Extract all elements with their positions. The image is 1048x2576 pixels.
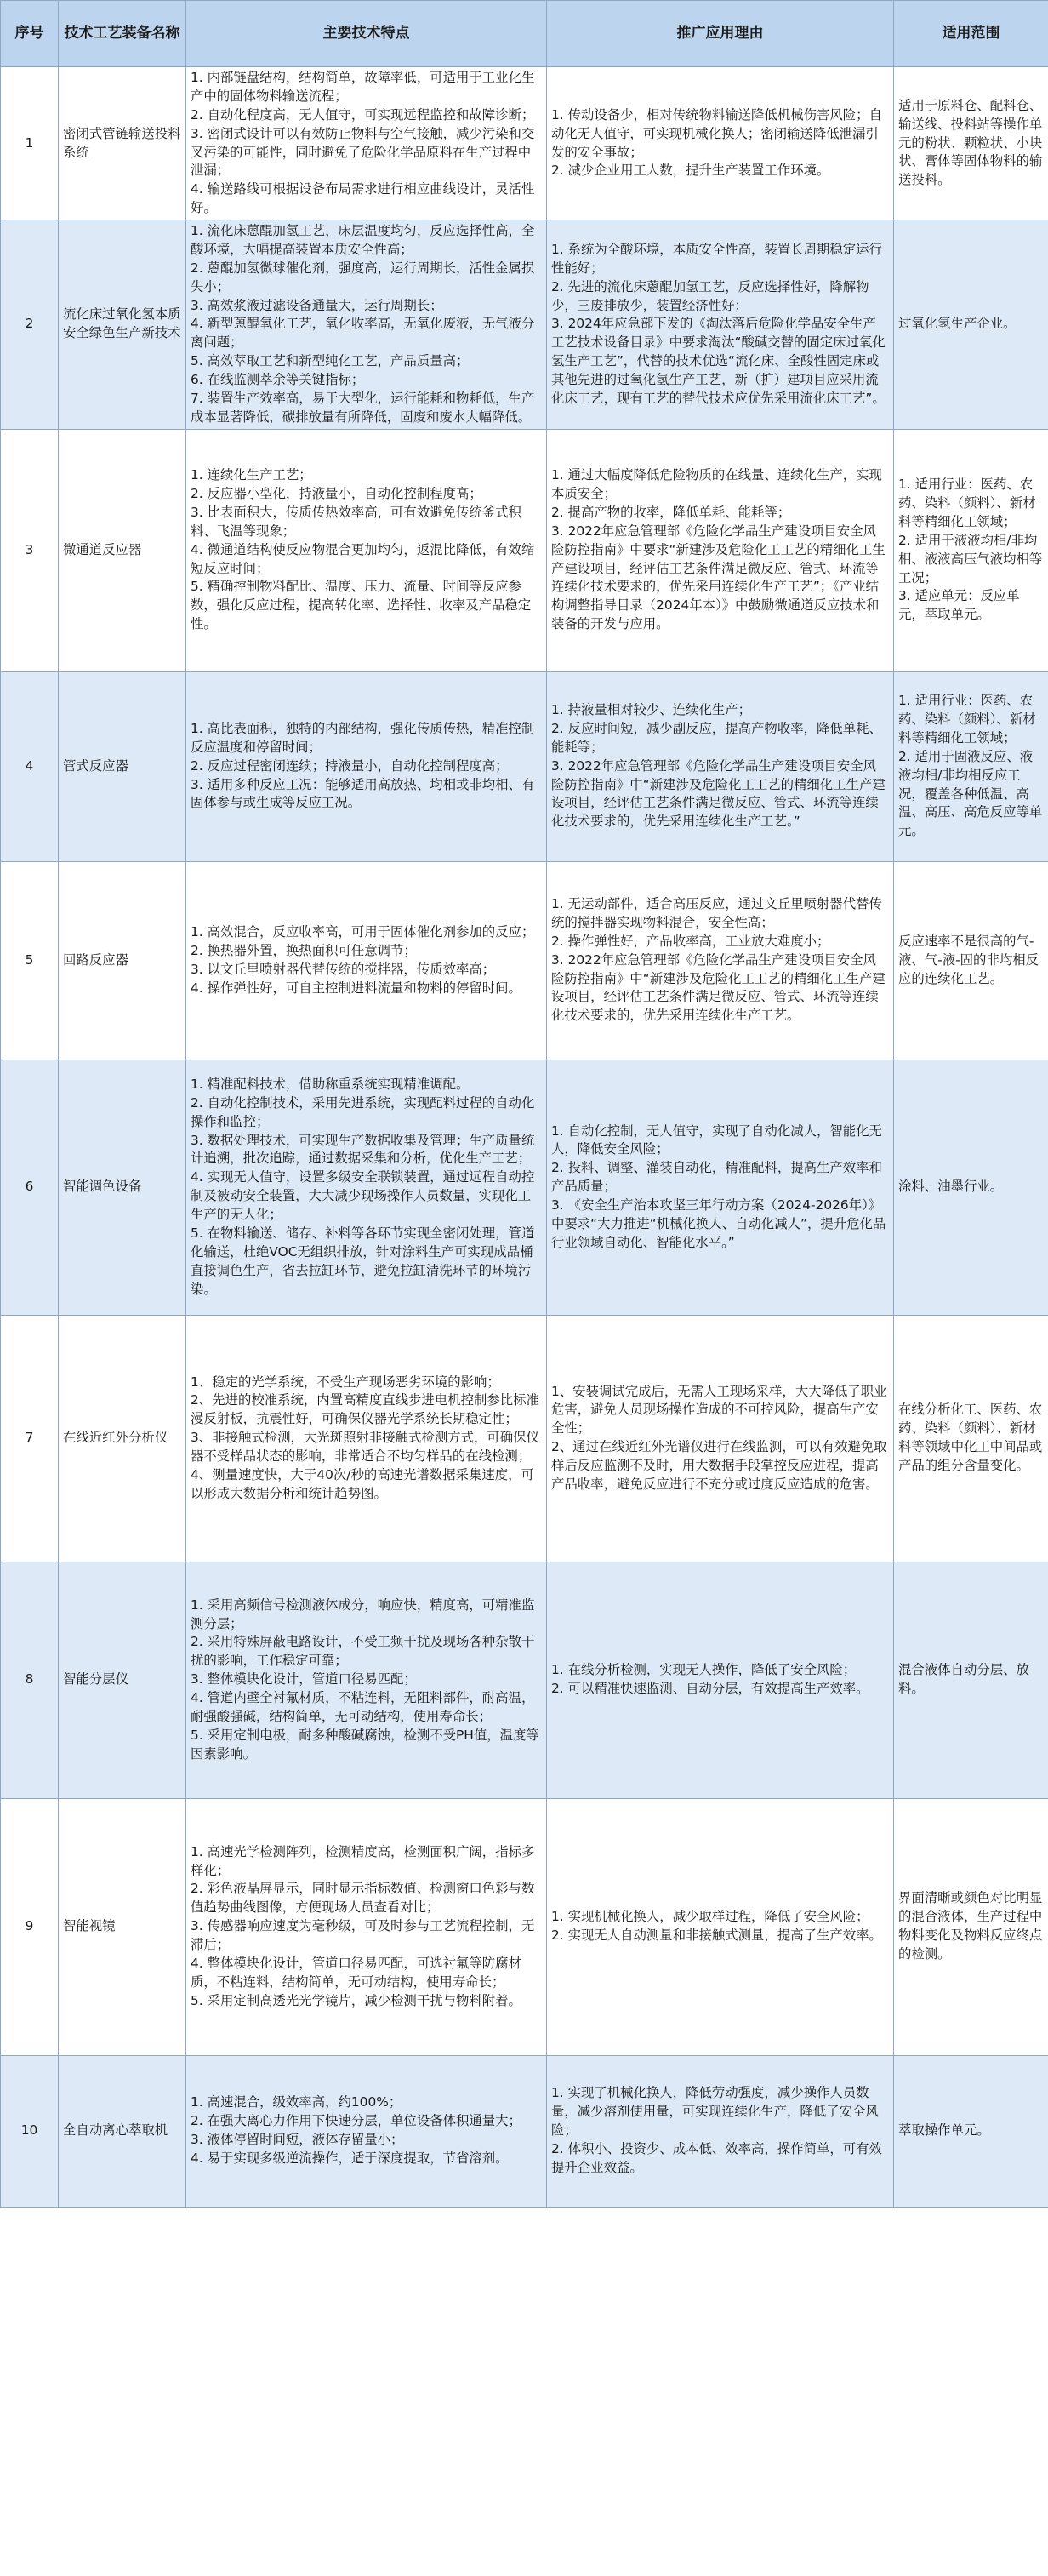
feature-line: 2. 反应器小型化，持液量小，自动化控制程度高； (191, 486, 482, 502)
tech-name: 智能调色设备 (59, 1060, 186, 1315)
feature-line: 5. 采用定制电极，耐多种酸碱腐蚀，检测不受PH值，温度等因素影响。 (191, 1727, 539, 1762)
scope-text: 1. 适用行业：医药、农药、染料（颜料）、新材料等精细化工领域； 2. 适用于液液均相/非均相、液液高压气液均相等工况； 3. 适应单元：反应单元，萃取单元。 (898, 477, 1043, 623)
scope-text: 反应速率不是很高的气-液、气-液-固的非均相反应的连续化工艺。 (898, 933, 1039, 986)
reason-line: 2. 操作弹性好，产品收率高，工业放大难度小； (551, 933, 830, 949)
tech-features (186, 220, 547, 430)
feature-line: 3. 传感器响应速度为毫秒级，可及时参与工艺流程控制，无滞后； (191, 1918, 535, 1953)
reason-line: 1. 在线分析检测，实现无人操作，降低了安全风险； (551, 1662, 857, 1678)
scope-text: 过氧化氢生产企业。 (898, 316, 1017, 332)
scope-text: 在线分析化工、医药、农药、染料（颜料）、新材料等领域中化工中间品或产品的组分含量变化。 (898, 1402, 1043, 1473)
table-row (1, 1315, 1048, 1562)
promotion-reason (547, 1060, 894, 1315)
scope-text: 混合液体自动分层、放料。 (898, 1662, 1029, 1697)
table-row (1, 1562, 1048, 1798)
tech-name: 密闭式管链输送投料系统 (59, 67, 186, 220)
reason-line: 1. 自动化控制，无人值守，实现了自动化减人，智能化无人，降低安全风险； (551, 1122, 882, 1157)
feature-line: 6. 在线监测萃余等关键指标； (191, 372, 365, 387)
row-number: 1 (1, 67, 59, 220)
reason-line: 2. 体积小、投资少、成本低、效率高，操作简单，可有效提升企业效益。 (551, 2141, 882, 2175)
feature-line: 4. 管道内壁全衬氟材质，不粘连料，无阻料部件，耐高温，耐强酸强碱，结构简单，无可动结构，使用寿命长； (191, 1690, 535, 1724)
row-number: 3 (1, 429, 59, 671)
row-number: 10 (1, 2055, 59, 2207)
scope-text: 适用于原料仓、配料仓、输送线、投料站等操作单元的粉状、颗粒状、小块状、膏体等固体物料的输送投料。 (898, 97, 1043, 188)
application-scope (894, 1562, 1048, 1798)
tech-name: 管式反应器 (59, 671, 186, 861)
feature-line: 1、稳定的光学系统，不受生产现场恶劣环境的影响； (191, 1374, 500, 1390)
tech-features (186, 67, 547, 220)
feature-line: 2. 蒽醌加氢微球催化剂，强度高，运行周期长，活性金属损失小； (191, 260, 535, 294)
feature-line: 1. 内部链盘结构，结构简单，故障率低，可适用于工业化生产中的固体物料输送流程； (191, 70, 535, 104)
table-header-row (1, 1, 1048, 67)
feature-line: 1. 采用高频信号检测液体成分，响应快，精度高，可精准监测分层； (191, 1596, 535, 1631)
feature-line: 2. 换热器外置，换热面积可任意调节； (191, 942, 417, 958)
reason-line: 3. 2022年应急管理部《危险化学品生产建设项目安全风险防控指南》中“新建涉及危险化工工艺的精细化工生产建设项目，经评估工艺条件满足微反应、管式、环流等连续化技术要求的，优先采用连续化生产工艺。” (551, 757, 886, 830)
header-scope: 适用范围 (894, 1, 1048, 67)
tech-features (186, 1315, 547, 1562)
row-number: 2 (1, 220, 59, 430)
feature-line: 2. 采用特殊屏蔽电路设计，不受工频干扰及现场各种杂散干扰的影响，工作稳定可靠； (191, 1634, 535, 1669)
reason-line: 2. 减少企业用工人数，提升生产装置工作环境。 (551, 163, 830, 179)
promotion-reason (547, 1315, 894, 1562)
feature-line: 3. 高效浆液过滤设备通量大，运行周期长； (191, 297, 443, 313)
tech-features (186, 1060, 547, 1315)
feature-line: 1. 高速光学检测阵列，检测精度高，检测面积广阔，指标多样化； (191, 1843, 535, 1878)
header-name: 技术工艺装备名称 (59, 1, 186, 67)
feature-line: 4. 实现无人值守，设置多级安全联锁装置，通过远程自动控制及被动安全装置，大大减少现场操作人员数量，实现化工生产的无人化； (191, 1169, 535, 1222)
tech-name: 流化床过氧化氢本质安全绿色生产新技术 (59, 220, 186, 430)
feature-line: 3. 液体停留时间短，液体存留量小； (191, 2132, 404, 2148)
table-row (1, 429, 1048, 671)
feature-line: 4. 整体模块化设计，管道口径易匹配，可选衬氟等防腐材质，不粘连料，结构简单，无可动结构，使用寿命长； (191, 1955, 521, 1990)
table-body (1, 67, 1048, 2208)
promotion-reason (547, 1798, 894, 2055)
tech-name: 微通道反应器 (59, 429, 186, 671)
feature-line: 3. 密闭式设计可以有效防止物料与空气接触，减少污染和交叉污染的可能性，同时避免了危险化学品原料在生产过程中泄漏； (191, 125, 535, 179)
feature-line: 3. 以文丘里喷射器代替传统的搅拌器，传质效率高； (191, 961, 496, 977)
feature-line: 3. 数据处理技术，可实现生产数据收集及管理；生产质量统计追溯，批次追踪，通过数据采集和分析，优化生产工艺； (191, 1132, 535, 1167)
reason-line: 1. 系统为全酸环境，本质安全性高，装置长周期稳定运行性能好； (551, 241, 882, 276)
feature-line: 4. 易于实现多级逆流操作，适于深度提取，节省溶剂。 (191, 2150, 509, 2166)
scope-text: 涂料、油墨行业。 (898, 1179, 1004, 1195)
header-no: 序号 (1, 1, 59, 67)
row-number: 8 (1, 1562, 59, 1798)
feature-line: 7. 装置生产效率高，易于大型化，运行能耗和物耗低，生产成本显著降低，碳排放量有所降低，固废和废水大幅降低。 (191, 390, 535, 425)
row-number: 9 (1, 1798, 59, 2055)
application-scope (894, 2055, 1048, 2207)
application-scope (894, 220, 1048, 430)
row-number: 5 (1, 861, 59, 1060)
reason-line: 1. 无运动部件，适合高压反应，通过文丘里喷射器代替传统的搅拌器实现物料混合，安全性高； (551, 896, 882, 930)
feature-line: 5. 在物料输送、储存、补料等各环节实现全密闭处理，管道化输送，杜绝VOC无组织排放，针对涂料生产可实现成品桶直接调色生产，省去拉缸环节，避免拉缸清洗环节的环境污染。 (191, 1225, 535, 1297)
application-scope (894, 1798, 1048, 2055)
reason-line: 2. 实现无人自动测量和非接触式测量，提高了生产效率。 (551, 1928, 882, 1944)
table-row (1, 2055, 1048, 2207)
table-row (1, 861, 1048, 1060)
promotion-reason (547, 2055, 894, 2207)
feature-line: 3、非接触式检测，大光斑照射非接触式检测方式，可确保仪器不受样品状态的影响，非常适合不均匀样品的在线检测； (191, 1430, 539, 1465)
feature-line: 2. 反应过程密闭连续；持液量小，自动化控制程度高； (191, 757, 509, 774)
feature-line: 1. 精准配料技术，借助称重系统实现精准调配。 (191, 1076, 470, 1092)
tech-name: 智能分层仪 (59, 1562, 186, 1798)
reason-line: 2. 投料、调整、灌装自动化，精准配料，提高生产效率和产品质量； (551, 1160, 882, 1195)
application-scope (894, 671, 1048, 861)
row-number: 6 (1, 1060, 59, 1315)
tech-name: 智能视镜 (59, 1798, 186, 2055)
feature-line: 1. 高效混合，反应收率高，可用于固体催化剂参加的反应； (191, 923, 535, 940)
promotion-reason (547, 67, 894, 220)
application-scope (894, 67, 1048, 220)
feature-line: 4. 微通道结构使反应物混合更加均匀，返混比降低，有效缩短反应时间； (191, 541, 535, 576)
reason-line: 2. 反应时间短，减少副反应，提高产物收率，降低单耗、能耗等； (551, 720, 882, 755)
header-reason: 推广应用理由 (547, 1, 894, 67)
tech-features (186, 1798, 547, 2055)
reason-line: 1. 传动设备少，相对传统物料输送降低机械伤害风险；自动化无人值守，可实现机械化换人；密闭输送降低泄漏引发的安全事故； (551, 106, 882, 160)
feature-line: 1. 高比表面积，独特的内部结构，强化传质传热，精准控制反应温度和停留时间； (191, 720, 535, 755)
feature-line: 2. 在强大离心力作用下快速分层，单位设备体积通量大； (191, 2113, 521, 2129)
application-scope (894, 1315, 1048, 1562)
feature-line: 5. 高效萃取工艺和新型纯化工艺，产品质量高； (191, 353, 470, 369)
scope-text: 1. 适用行业：医药、农药、染料（颜料）、新材料等精细化工领域； 2. 适用于固液反应、液液均相/非均相反应工况，覆盖各种低温、高温、高压、高危反应等单元。 (898, 693, 1043, 839)
tech-name: 在线近红外分析仪 (59, 1315, 186, 1562)
feature-line: 3. 整体模块化设计，管道口径易匹配； (191, 1671, 417, 1688)
feature-line: 4. 输送路线可根据设备布局需求进行相应曲线设计，灵活性好。 (191, 181, 535, 216)
feature-line: 3. 适用多种反应工况：能够适用高放热、均相或非均相、有固体参与或生成等反应工况。 (191, 776, 535, 811)
tech-features (186, 2055, 547, 2207)
reason-line: 2. 提高产物的收率，降低单耗、能耗等； (551, 504, 791, 520)
feature-line: 4、测量速度快，大于40次/秒的高速光谱数据采集速度，可以形成大数据分析和统计趋势图。 (191, 1466, 534, 1501)
table-row (1, 1060, 1048, 1315)
feature-line: 2. 自动化程度高，无人值守，可实现远程监控和故障诊断； (191, 106, 535, 123)
feature-line: 1. 流化床蒽醌加氢工艺，床层温度均匀，反应选择性高，全酸环境，大幅提高装置本质安全性高； (191, 223, 535, 257)
application-scope (894, 429, 1048, 671)
scope-text: 萃取操作单元。 (898, 2122, 990, 2139)
feature-line: 2. 彩色液晶屏显示，同时显示指标数值、检测窗口色彩与数值趋势曲线图像，方便现场人员查看对比； (191, 1881, 535, 1916)
reason-line: 3. 2022年应急管理部《危险化学品生产建设项目安全风险防控指南》中要求“新建涉及危险化工工艺的精细化工生产建设项目，经评估工艺条件满足微反应、管式、环流等连续化技术要求的，优先采用连续化生产工艺”；《产业结构调整指导目录（2024年本）》中鼓励微通道反应技术和装备的开发与应用。 (551, 523, 886, 632)
reason-line: 1、安装调试完成后，无需人工现场采样，大大降低了职业危害，避免人员现场操作造成的不可控风险，提高生产安全性； (551, 1383, 887, 1437)
promotion-reason (547, 671, 894, 861)
reason-line: 1. 实现机械化换人，减少取样过程，降低了安全风险； (551, 1909, 869, 1925)
application-scope (894, 861, 1048, 1060)
reason-line: 3. 《安全生产治本攻坚三年行动方案（2024-2026年）》中要求“大力推进“机械化换人、自动化减人”，提升危化品行业领域自动化、智能化水平。” (551, 1197, 886, 1250)
tech-features (186, 429, 547, 671)
reason-line: 2、通过在线近红外光谱仪进行在线监测，可以有效避免取样后反应监测不及时，用大数据手段掌控反应进程，提高产品收率，避免反应进行不充分或过度反应造成的危害。 (551, 1439, 887, 1492)
reason-line: 1. 实现了机械化换人，降低劳动强度，减少操作人员数量，减少溶剂使用量，可实现连续化生产，降低了安全风险； (551, 2085, 879, 2139)
reason-line: 1. 通过大幅度降低危险物质的在线量、连续化生产，实现本质安全； (551, 467, 882, 502)
feature-line: 5. 精确控制物料配比、温度、压力、流量、时间等反应参数，强化反应过程，提高转化率、选择性、收率及产品稳定性。 (191, 579, 532, 632)
feature-line: 4. 新型蒽醌氧化工艺，氧化收率高，无氧化废液，无气液分离问题； (191, 316, 535, 351)
table-row (1, 220, 1048, 430)
table-row (1, 1798, 1048, 2055)
feature-line: 3. 比表面积大，传质传热效率高，可有效避免传统釜式积料、飞温等现象； (191, 504, 521, 539)
tech-features (186, 1562, 547, 1798)
feature-line: 5. 采用定制高透光光学镜片，减少检测干扰与物料附着。 (191, 1992, 521, 2008)
header-features: 主要技术特点 (186, 1, 547, 67)
reason-line: 1. 持液量相对较少、连续化生产； (551, 702, 752, 718)
reason-line: 3. 2022年应急管理部《危险化学品生产建设项目安全风险防控指南》中“新建涉及危险化工工艺的精细化工生产建设项目，经评估工艺条件满足微反应、管式、环流等连续化技术要求的，优先采用连续化生产工艺。 (551, 951, 886, 1024)
feature-line: 2. 自动化控制技术，采用先进系统，实现配料过程的自动化操作和监控； (191, 1094, 535, 1129)
scope-text: 界面清晰或颜色对比明显的混合液体，生产过程中物料变化及物料反应终点的检测。 (898, 1890, 1043, 1962)
tech-features (186, 861, 547, 1060)
reason-line: 2. 可以精准快速监测、自动分层，有效提高生产效率。 (551, 1681, 869, 1697)
tech-name: 全自动离心萃取机 (59, 2055, 186, 2207)
application-scope (894, 1060, 1048, 1315)
table-row (1, 67, 1048, 220)
feature-line: 1. 连续化生产工艺； (191, 467, 312, 483)
feature-line: 2、先进的校准系统，内置高精度直线步进电机控制参比标准漫反射板，抗震性好，可确保仪器光学系统长期稳定性； (191, 1392, 539, 1427)
row-number: 7 (1, 1315, 59, 1562)
promotion-reason (547, 861, 894, 1060)
promotion-reason (547, 429, 894, 671)
feature-line: 1. 高速混合，级效率高，约100%； (191, 2094, 402, 2110)
promotion-reason (547, 220, 894, 430)
row-number: 4 (1, 671, 59, 861)
tech-features (186, 671, 547, 861)
promotion-reason (547, 1562, 894, 1798)
tech-name: 回路反应器 (59, 861, 186, 1060)
reason-line: 3. 2024年应急部下发的《淘汰落后危险化学品安全生产工艺技术设备目录》中要求淘汰“酸碱交替的固定床过氧化氢生产工艺”，代替的技术优选“流化床、全酸性固定床或其他先进的过氧化氢生产工艺，新（扩）建项目应采用流化床工艺，现有工艺的替代技术应优先采用流化床工艺”。 (551, 316, 886, 406)
reason-line: 2. 先进的流化床蒽醌加氢工艺，反应选择性好，降解物少，三废排放少，装置经济性好； (551, 278, 869, 313)
table-row (1, 671, 1048, 861)
feature-line: 4. 操作弹性好，可自主控制进料流量和物料的停留时间。 (191, 980, 521, 996)
